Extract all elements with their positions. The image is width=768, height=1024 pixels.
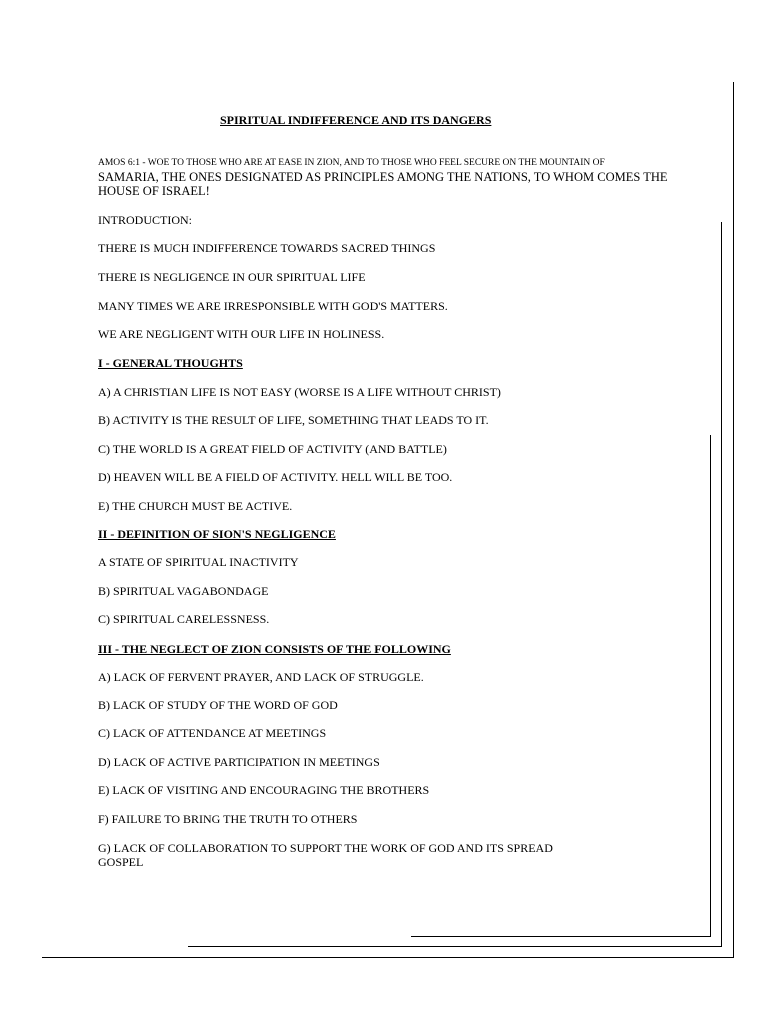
verse-continuation bbox=[98, 170, 698, 198]
section-3-heading: III - THE NEGLECT OF ZION CONSISTS OF THE FOLLOWING bbox=[98, 642, 451, 656]
border-right-inner bbox=[710, 435, 711, 936]
intro-item: THERE IS MUCH INDIFFERENCE TOWARDS SACRED THINGS bbox=[98, 241, 436, 255]
section-3-item: G) LACK OF COLLABORATION TO SUPPORT THE WORK OF GOD AND ITS SPREAD bbox=[98, 841, 553, 855]
section-1-item: A) A CHRISTIAN LIFE IS NOT EASY (WORSE IS A LIFE WITHOUT CHRIST) bbox=[98, 385, 501, 399]
section-3-item: F) FAILURE TO BRING THE TRUTH TO OTHERS bbox=[98, 812, 358, 826]
section-3-item: B) LACK OF STUDY OF THE WORD OF GOD bbox=[98, 698, 338, 712]
section-3-item-continuation: GOSPEL bbox=[98, 855, 144, 869]
section-3-item: E) LACK OF VISITING AND ENCOURAGING THE BROTHERS bbox=[98, 783, 430, 797]
intro-item: THERE IS NEGLIGENCE IN OUR SPIRITUAL LIFE bbox=[98, 270, 366, 284]
intro-item: MANY TIMES WE ARE IRRESPONSIBLE WITH GOD'S MATTERS. bbox=[98, 299, 448, 313]
introduction-label: INTRODUCTION: bbox=[98, 213, 192, 227]
border-right-middle bbox=[721, 222, 722, 946]
section-3-item: D) LACK OF ACTIVE PARTICIPATION IN MEETINGS bbox=[98, 755, 380, 769]
section-2-item: A STATE OF SPIRITUAL INACTIVITY bbox=[98, 555, 299, 569]
section-2-item: C) SPIRITUAL CARELESSNESS. bbox=[98, 612, 270, 626]
section-1-item: D) HEAVEN WILL BE A FIELD OF ACTIVITY. HELL WILL BE TOO. bbox=[98, 470, 453, 484]
document-title: SPIRITUAL INDIFFERENCE AND ITS DANGERS bbox=[220, 113, 492, 127]
border-bottom-middle bbox=[188, 946, 722, 947]
section-1-item: E) THE CHURCH MUST BE ACTIVE. bbox=[98, 499, 293, 513]
intro-item: WE ARE NEGLIGENT WITH OUR LIFE IN HOLINESS. bbox=[98, 327, 385, 341]
border-bottom-inner bbox=[411, 936, 711, 937]
verse-line-1: AMOS 6:1 - WOE TO THOSE WHO ARE AT EASE IN ZION, AND TO THOSE WHO FEEL SECURE ON THE MOUNTAIN OF bbox=[98, 158, 605, 168]
section-3-item: A) LACK OF FERVENT PRAYER, AND LACK OF STRUGGLE. bbox=[98, 670, 424, 684]
verse-line-2: SAMARIA, THE ONES DESIGNATED AS PRINCIPLES AMONG THE NATIONS, TO WHOM COMES THE bbox=[98, 170, 668, 184]
section-1-item: C) THE WORLD IS A GREAT FIELD OF ACTIVITY (AND BATTLE) bbox=[98, 442, 447, 456]
section-1-item: B) ACTIVITY IS THE RESULT OF LIFE, SOMETHING THAT LEADS TO IT. bbox=[98, 413, 489, 427]
section-2-item: B) SPIRITUAL VAGABONDAGE bbox=[98, 584, 269, 598]
section-1-heading: I - GENERAL THOUGHTS bbox=[98, 356, 243, 370]
section-3-item: C) LACK OF ATTENDANCE AT MEETINGS bbox=[98, 726, 327, 740]
section-2-heading: II - DEFINITION OF SION'S NEGLIGENCE bbox=[98, 527, 336, 541]
verse-line-3: HOUSE OF ISRAEL! bbox=[98, 184, 210, 198]
border-bottom-outer bbox=[42, 957, 734, 958]
border-right-outer bbox=[733, 82, 734, 958]
